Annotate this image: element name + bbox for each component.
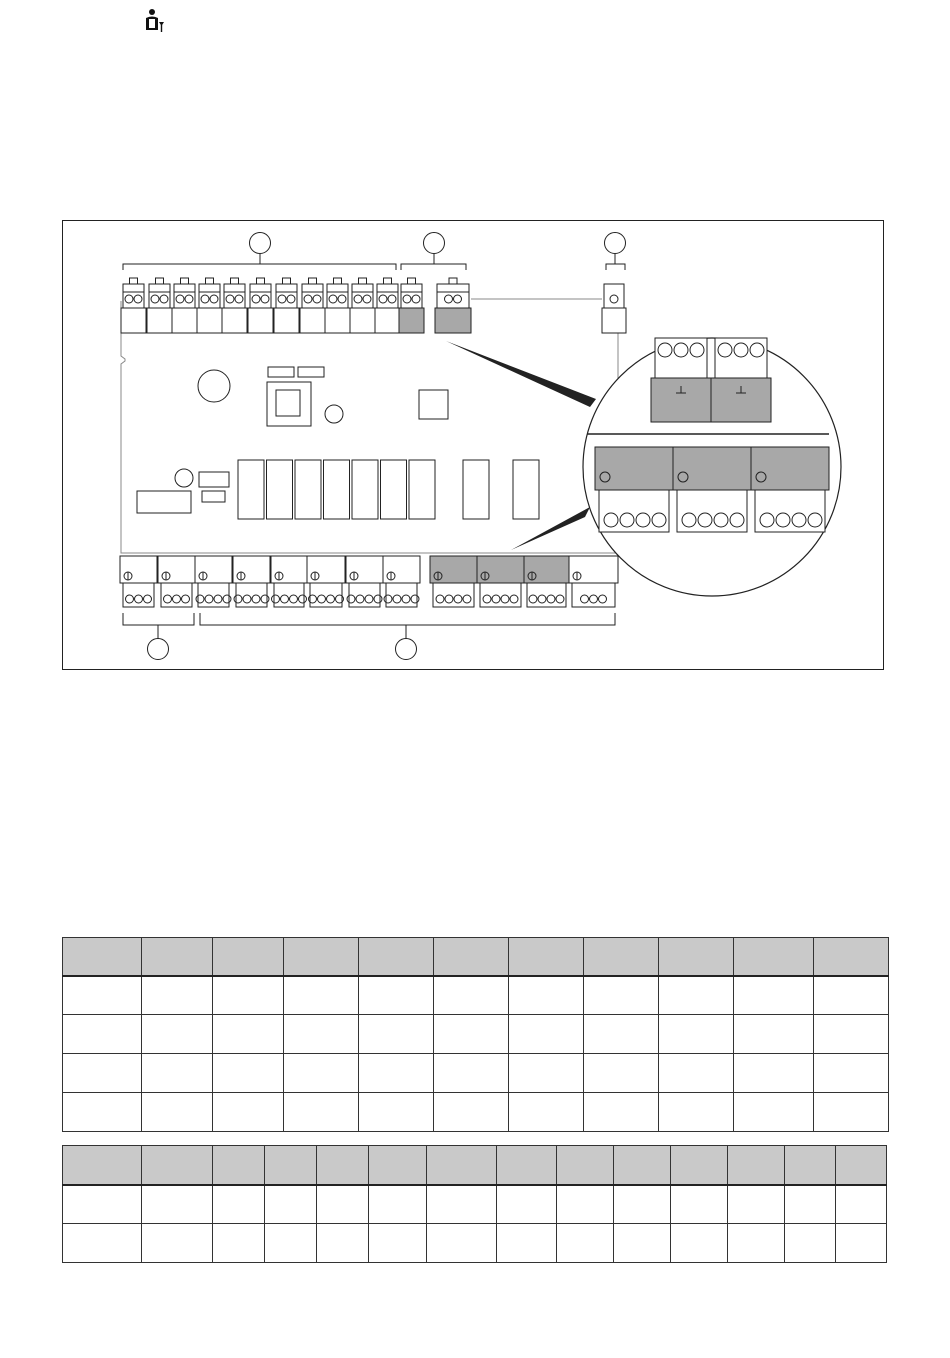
table-cell [734, 1093, 814, 1132]
table-cell [659, 976, 734, 1015]
terminal-block-bottom [477, 556, 524, 607]
terminal-block-bottom [195, 556, 232, 607]
table-cell [359, 1093, 434, 1132]
table-cell [317, 1224, 369, 1263]
header-cell [836, 1146, 887, 1185]
terminal-tab [384, 278, 392, 284]
table-cell [63, 1185, 142, 1224]
callout-marker-top-left [250, 233, 271, 254]
ic-package [137, 491, 191, 513]
table-cell [728, 1185, 785, 1224]
table-header-row [63, 938, 889, 976]
header-cell [497, 1146, 557, 1185]
terminal-block-bottom [524, 556, 569, 607]
table-cell [213, 1054, 284, 1093]
callout-marker-bottom-middle [396, 639, 417, 660]
table-cell [63, 1054, 142, 1093]
table-cell [265, 1224, 317, 1263]
header-cell [671, 1146, 728, 1185]
terminal-block-top [300, 278, 325, 333]
terminal-housing [349, 583, 380, 607]
terminal-block-top [274, 278, 299, 333]
header-cell [584, 938, 659, 976]
terminal-plug [435, 308, 471, 333]
table-row [63, 1015, 889, 1054]
table-cell [213, 1185, 265, 1224]
callout-marker-bottom-left [148, 639, 169, 660]
terminal-block-top [147, 278, 172, 333]
table-cell [557, 1185, 614, 1224]
terminal-block-top [121, 278, 146, 333]
bracket-bottom-middle [200, 613, 615, 625]
smd-component [199, 472, 229, 487]
table-cell [213, 976, 284, 1015]
terminal-plug [430, 556, 477, 583]
bracket-top-middle [401, 264, 466, 270]
terminal-plug [300, 308, 325, 333]
callout-marker-top-right [605, 233, 626, 254]
terminal-plug [121, 308, 146, 333]
terminal-plug [524, 556, 569, 583]
smd-component [268, 367, 294, 377]
table-row [63, 1093, 889, 1132]
table-cell [142, 1224, 213, 1263]
header-cell [265, 1146, 317, 1185]
terminal-plug [325, 308, 350, 333]
table-cell [213, 1015, 284, 1054]
terminal-block-bottom [233, 556, 270, 607]
terminal-plug [172, 308, 197, 333]
table-cell [284, 1015, 359, 1054]
terminal-block-bottom [383, 556, 420, 607]
terminal-plug [248, 308, 273, 333]
terminal-block-bottom [120, 556, 157, 607]
terminal-block-top [248, 278, 273, 333]
table-row [63, 976, 889, 1015]
header-cell [142, 938, 213, 976]
table-cell [427, 1224, 497, 1263]
header-cell [317, 1146, 369, 1185]
table-cell [509, 976, 584, 1015]
table-cell [614, 1224, 671, 1263]
terminal-block-bottom [271, 556, 307, 607]
terminal-block-top [375, 278, 400, 333]
table-cell [584, 1054, 659, 1093]
table-cell [142, 1015, 213, 1054]
terminal-tab [359, 278, 367, 284]
table-cell [836, 1185, 887, 1224]
terminal-block-top-right [471, 284, 626, 333]
bracket-top-left [123, 264, 396, 270]
header-cell [659, 938, 734, 976]
terminal-tab [206, 278, 214, 284]
table-cell [659, 1054, 734, 1093]
terminal-block-bottom [430, 556, 477, 607]
terminal-plug [673, 447, 751, 490]
header-cell [734, 938, 814, 976]
terminal-housing [386, 583, 417, 607]
table-cell [814, 1015, 889, 1054]
table-cell [836, 1224, 887, 1263]
terminal-plug [651, 378, 711, 422]
bracket-bottom-left [123, 613, 194, 625]
table-cell [63, 1093, 142, 1132]
table-row [63, 1185, 887, 1224]
installer-icon [143, 8, 165, 34]
callout-marker-top-middle [424, 233, 445, 254]
terminal-tab [309, 278, 317, 284]
relay [513, 460, 539, 519]
table-cell [317, 1185, 369, 1224]
terminal-plug [147, 308, 172, 333]
header-cell [63, 938, 142, 976]
terminal-block-bottom [158, 556, 195, 607]
bracket-top-right [606, 264, 625, 270]
table-cell [785, 1224, 836, 1263]
table-cell [734, 1054, 814, 1093]
table-row [63, 1054, 889, 1093]
terminal-housing [677, 490, 747, 532]
terminal-tab [257, 278, 265, 284]
table-cell [509, 1093, 584, 1132]
header-cell [814, 938, 889, 976]
header-cell [509, 938, 584, 976]
connection-table-2 [62, 1145, 887, 1263]
board-outline [121, 301, 618, 553]
terminal-housing [755, 490, 825, 532]
connection-table-1 [62, 937, 889, 1132]
table-cell [63, 1224, 142, 1263]
table-cell [659, 1093, 734, 1132]
table-cell [509, 1015, 584, 1054]
terminal-tab [283, 278, 291, 284]
terminal-block-top [172, 278, 197, 333]
relay [381, 460, 407, 519]
inset-bottom-connectors [595, 447, 829, 532]
capacitor-large [198, 370, 230, 402]
table-cell [284, 1054, 359, 1093]
terminal-plug [222, 308, 247, 333]
table-cell [434, 1015, 509, 1054]
table-cell [584, 1093, 659, 1132]
terminal-block-top [325, 278, 350, 333]
table-cell [359, 1015, 434, 1054]
terminal-block-top [350, 278, 375, 333]
terminal-block-top [435, 278, 471, 333]
terminal-housing [198, 583, 229, 607]
terminal-plug [595, 447, 673, 490]
table-cell [557, 1224, 614, 1263]
table-cell [213, 1224, 265, 1263]
header-cell [614, 1146, 671, 1185]
terminal-housing [236, 583, 267, 607]
table-cell [265, 1185, 317, 1224]
zoom-pointer [511, 507, 590, 550]
capacitor-small [175, 469, 193, 487]
terminal-tab [408, 278, 416, 284]
relay [324, 460, 350, 519]
terminal-housing [437, 284, 469, 308]
table-cell [369, 1224, 427, 1263]
terminal-block-bottom [569, 556, 618, 607]
relay [409, 460, 435, 519]
terminal-tab [334, 278, 342, 284]
table-cell [584, 1015, 659, 1054]
terminal-plug [399, 308, 424, 333]
terminal-block-bottom [346, 556, 383, 607]
header-cell [63, 1146, 142, 1185]
table-cell [659, 1015, 734, 1054]
table-cell [63, 1015, 142, 1054]
table-cell [359, 1054, 434, 1093]
table-cell [728, 1224, 785, 1263]
header-cell [557, 1146, 614, 1185]
header-cell [142, 1146, 213, 1185]
terminal-housing [655, 338, 707, 378]
transformer [267, 382, 311, 426]
header-cell [369, 1146, 427, 1185]
table-cell [213, 1093, 284, 1132]
table-cell [509, 1054, 584, 1093]
relay [463, 460, 489, 519]
chip [419, 390, 448, 419]
table-cell [671, 1185, 728, 1224]
header-cell [213, 1146, 265, 1185]
table-cell [584, 976, 659, 1015]
terminal-plug [197, 308, 222, 333]
table-row [63, 1224, 887, 1263]
terminal-block-bottom [307, 556, 345, 607]
terminal-tab [181, 278, 189, 284]
table-cell [284, 1093, 359, 1132]
table-cell [63, 976, 142, 1015]
terminal-housing [715, 338, 767, 378]
table-cell [614, 1185, 671, 1224]
terminal-plug [375, 308, 400, 333]
terminal-plug [274, 308, 299, 333]
terminal-plug [602, 308, 626, 333]
header-cell [785, 1146, 836, 1185]
terminal-plug [350, 308, 375, 333]
table-cell [359, 976, 434, 1015]
relay [238, 460, 264, 519]
table-cell [434, 1093, 509, 1132]
header-cell [213, 938, 284, 976]
terminal-housing [274, 583, 304, 607]
terminal-housing [310, 583, 342, 607]
header-cell [284, 938, 359, 976]
table-cell [671, 1224, 728, 1263]
table-header-row [63, 1146, 887, 1185]
table-cell [434, 976, 509, 1015]
table-cell [497, 1224, 557, 1263]
header-cell [427, 1146, 497, 1185]
relay [267, 460, 293, 519]
table-cell [434, 1054, 509, 1093]
table-cell [497, 1185, 557, 1224]
table-cell [785, 1185, 836, 1224]
table-cell [734, 976, 814, 1015]
terminal-plug [569, 556, 618, 583]
terminal-plug [751, 447, 829, 490]
terminal-block-top [197, 278, 222, 333]
terminal-plug [477, 556, 524, 583]
smd-component [202, 491, 225, 502]
table-cell [142, 1054, 213, 1093]
terminal-tab [130, 278, 138, 284]
table-cell [142, 1093, 213, 1132]
table-cell [814, 976, 889, 1015]
relay [352, 460, 378, 519]
header-cell [434, 938, 509, 976]
terminal-housing [604, 284, 624, 308]
table-cell [142, 976, 213, 1015]
smd-component [298, 367, 324, 377]
header-cell [359, 938, 434, 976]
table-cell [369, 1185, 427, 1224]
terminal-tab [156, 278, 164, 284]
relay [295, 460, 321, 519]
terminal-tab [449, 278, 457, 284]
terminal-housing [599, 490, 669, 532]
terminal-plug [711, 378, 771, 422]
table-cell [284, 976, 359, 1015]
table-cell [734, 1015, 814, 1054]
capacitor-small [325, 405, 343, 423]
wiring-diagram-figure [62, 220, 884, 670]
table-cell [142, 1185, 213, 1224]
header-cell [728, 1146, 785, 1185]
zoom-pointer [446, 341, 596, 407]
terminal-block-top [222, 278, 247, 333]
transformer-core [276, 390, 300, 416]
circuit-board-drawing [63, 221, 885, 671]
table-cell [814, 1093, 889, 1132]
terminal-tab [231, 278, 239, 284]
table-cell [814, 1054, 889, 1093]
terminal-block-top [399, 278, 424, 333]
table-cell [427, 1185, 497, 1224]
